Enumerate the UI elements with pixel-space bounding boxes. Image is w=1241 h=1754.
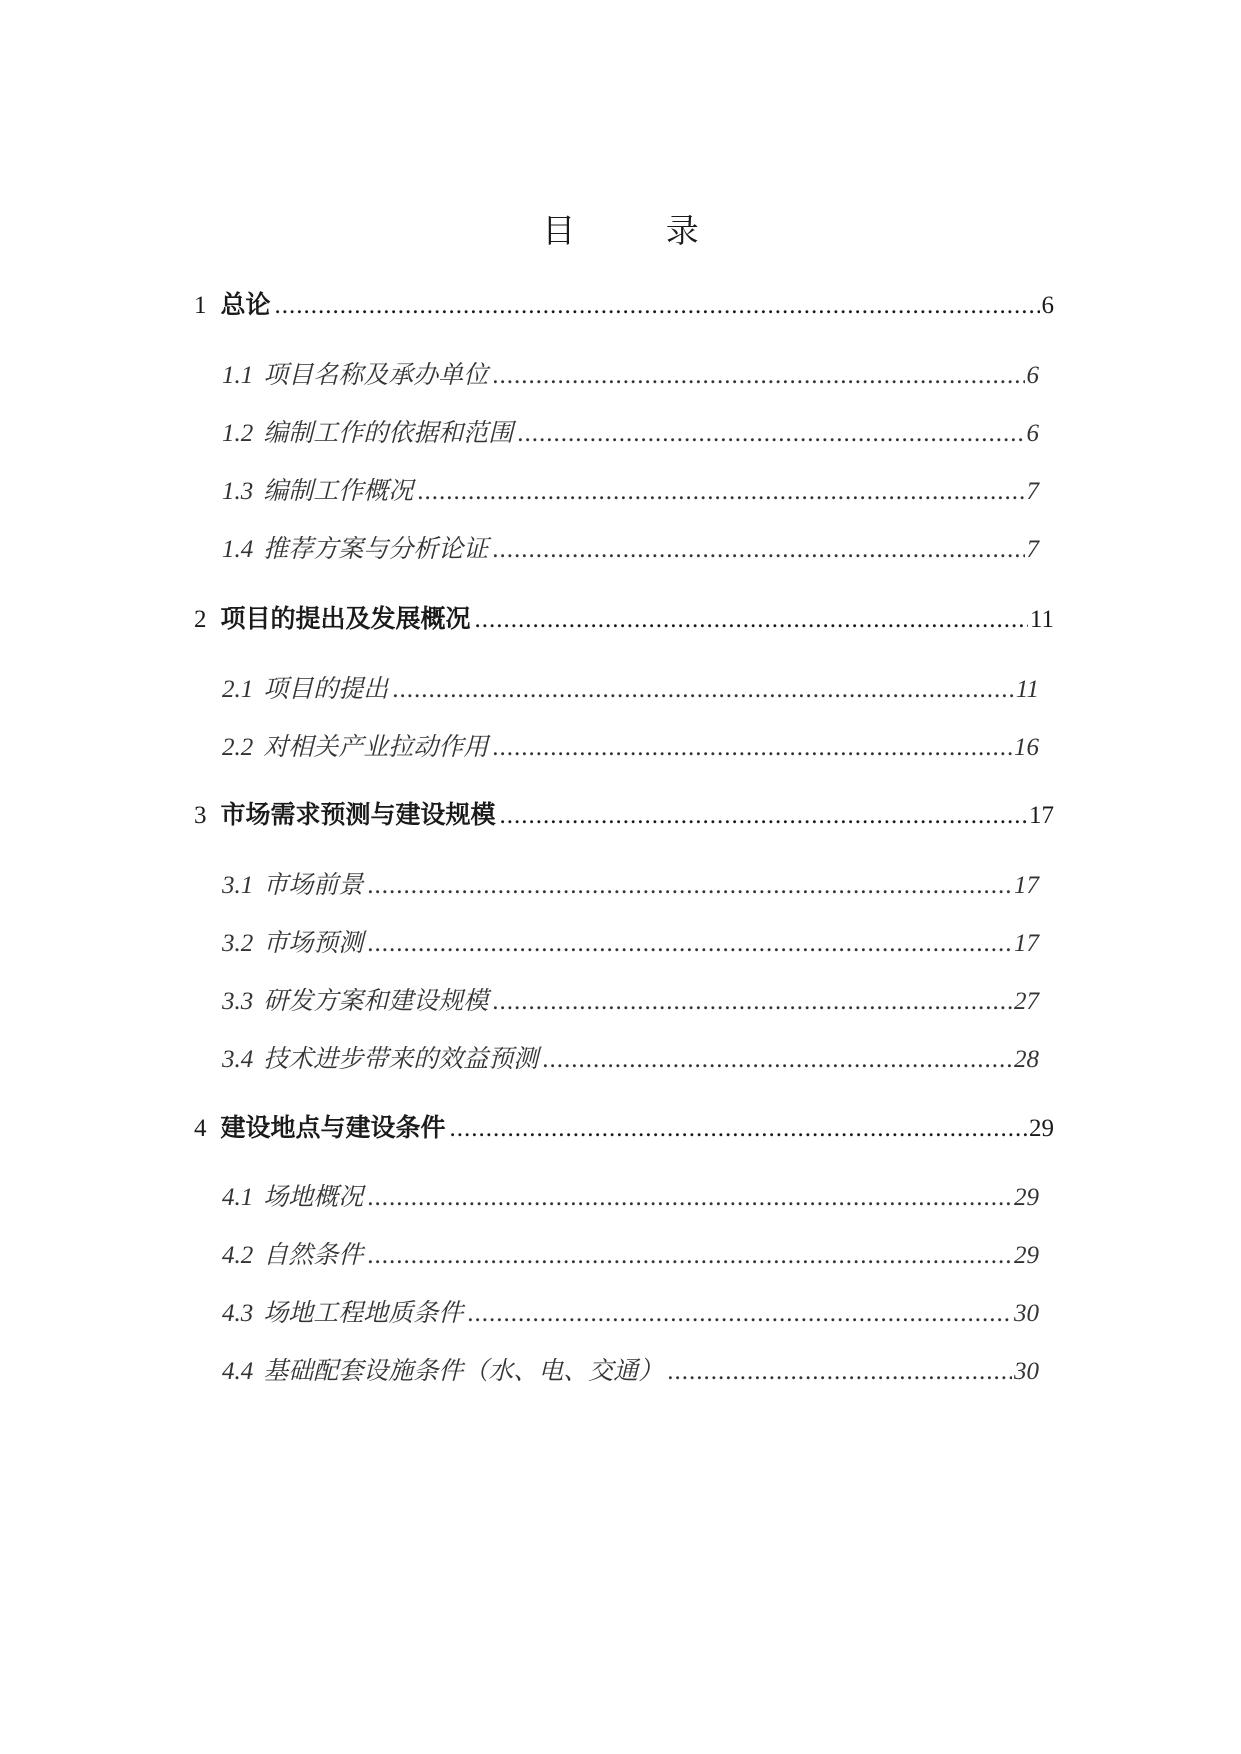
toc-entry-3-2[interactable] — [222, 930, 1039, 956]
toc-entry-title: 市场需求预测与建设规模 — [220, 800, 496, 829]
toc-entry-title: 市场预测 — [263, 928, 364, 957]
toc-entry-number: 4.3 — [222, 1300, 254, 1327]
toc-entry-page: 6 — [1026, 420, 1039, 447]
toc-entry-1[interactable] — [194, 292, 1054, 318]
toc-entry-number: 4.2 — [222, 1242, 254, 1269]
toc-entry-page: 7 — [1026, 536, 1039, 563]
toc-dot-leader — [450, 1116, 1027, 1141]
toc-entry-1-4[interactable] — [222, 536, 1039, 562]
toc-entry-number: 3.3 — [222, 988, 254, 1015]
toc-entry-number: 3.4 — [222, 1046, 254, 1073]
toc-entry-3[interactable] — [194, 802, 1054, 828]
toc-entry-page: 29 — [1014, 1184, 1039, 1211]
toc-entry-2-2[interactable] — [222, 734, 1039, 760]
toc-entry-number: 1.2 — [222, 420, 254, 447]
toc-entry-2[interactable] — [194, 606, 1054, 632]
toc-entry-4-4[interactable] — [222, 1358, 1039, 1384]
toc-entry-page: 29 — [1014, 1242, 1039, 1269]
toc-entry-title: 项目的提出及发展概况 — [220, 604, 471, 633]
toc-entry-page: 30 — [1014, 1358, 1039, 1385]
toc-entry-number: 3.1 — [222, 872, 254, 899]
toc-entry-4-1[interactable] — [222, 1184, 1039, 1210]
toc-entry-4-2[interactable] — [222, 1242, 1039, 1268]
toc-entry-page: 17 — [1014, 930, 1039, 957]
toc-entry-page: 29 — [1029, 1115, 1054, 1142]
toc-entry-page: 6 — [1041, 292, 1054, 319]
toc-entry-title: 编制工作的依据和范围 — [263, 418, 514, 447]
toc-entry-title: 场地概况 — [263, 1182, 364, 1211]
toc-dot-leader — [392, 677, 1014, 702]
toc-entry-number: 1.4 — [222, 536, 254, 563]
toc-dot-leader — [492, 989, 1012, 1014]
toc-entry-number: 2.2 — [222, 734, 254, 761]
toc-entry-number: 2 — [194, 606, 207, 633]
toc-entry-page: 11 — [1015, 676, 1039, 703]
toc-dot-leader — [275, 293, 1040, 318]
toc-dot-leader — [492, 537, 1024, 562]
toc-entry-page: 28 — [1014, 1046, 1039, 1073]
toc-entry-title: 对相关产业拉动作用 — [263, 732, 489, 761]
toc-dot-leader — [542, 1047, 1012, 1072]
toc-dot-leader — [492, 735, 1012, 760]
toc-entry-title: 推荐方案与分析论证 — [263, 534, 489, 563]
toc-entry-1-2[interactable] — [222, 420, 1039, 446]
toc-dot-leader — [367, 931, 1012, 956]
toc-entry-number: 4.4 — [222, 1358, 254, 1385]
toc-entry-1-3[interactable] — [222, 478, 1039, 504]
toc-entry-page: 6 — [1026, 362, 1039, 389]
toc-entry-3-3[interactable] — [222, 988, 1039, 1014]
toc-entry-4[interactable] — [194, 1115, 1054, 1141]
toc-entry-page: 7 — [1026, 478, 1039, 505]
toc-entry-title: 编制工作概况 — [263, 476, 414, 505]
toc-dot-leader — [667, 1359, 1012, 1384]
toc-entry-number: 1.1 — [222, 362, 254, 389]
toc-entry-3-1[interactable] — [222, 872, 1039, 898]
toc-entry-title: 市场前景 — [263, 870, 364, 899]
toc-entry-title: 项目名称及承办单位 — [263, 360, 489, 389]
toc-dot-leader — [500, 803, 1027, 828]
toc-entry-page: 30 — [1014, 1300, 1039, 1327]
toc-entry-page: 17 — [1029, 802, 1054, 829]
toc-entry-title: 自然条件 — [263, 1240, 364, 1269]
toc-dot-leader — [467, 1301, 1012, 1326]
toc-entry-number: 4.1 — [222, 1184, 254, 1211]
toc-entry-4-3[interactable] — [222, 1300, 1039, 1326]
toc-entry-3-4[interactable] — [222, 1046, 1039, 1072]
toc-entry-title: 建设地点与建设条件 — [220, 1113, 446, 1142]
toc-entry-title: 项目的提出 — [263, 674, 389, 703]
toc-entry-number: 3.2 — [222, 930, 254, 957]
toc-entry-number: 1.3 — [222, 478, 254, 505]
toc-entry-page: 16 — [1014, 734, 1039, 761]
toc-entry-title: 基础配套设施条件（水、电、交通） — [263, 1356, 664, 1385]
toc-entry-title: 总论 — [220, 290, 271, 319]
toc-entry-title: 场地工程地质条件 — [263, 1298, 464, 1327]
toc-dot-leader — [417, 479, 1024, 504]
toc-entry-number: 2.1 — [222, 676, 254, 703]
toc-dot-leader — [517, 421, 1024, 446]
toc-entry-page: 17 — [1014, 872, 1039, 899]
toc-dot-leader — [367, 873, 1012, 898]
toc-entry-number: 3 — [194, 802, 207, 829]
toc-entry-2-1[interactable] — [222, 676, 1039, 702]
toc-entry-page: 11 — [1029, 606, 1054, 633]
toc-dot-leader — [475, 607, 1028, 632]
toc-entry-page: 27 — [1014, 988, 1039, 1015]
toc-entry-title: 研发方案和建设规模 — [263, 986, 489, 1015]
toc-dot-leader — [367, 1185, 1012, 1210]
toc-entry-1-1[interactable] — [222, 362, 1039, 388]
toc-dot-leader — [492, 363, 1024, 388]
toc-title: 目 录 — [542, 211, 739, 250]
toc-dot-leader — [367, 1243, 1012, 1268]
toc-entry-title: 技术进步带来的效益预测 — [263, 1044, 539, 1073]
toc-entry-number: 1 — [194, 292, 207, 319]
toc-entry-number: 4 — [194, 1115, 207, 1142]
